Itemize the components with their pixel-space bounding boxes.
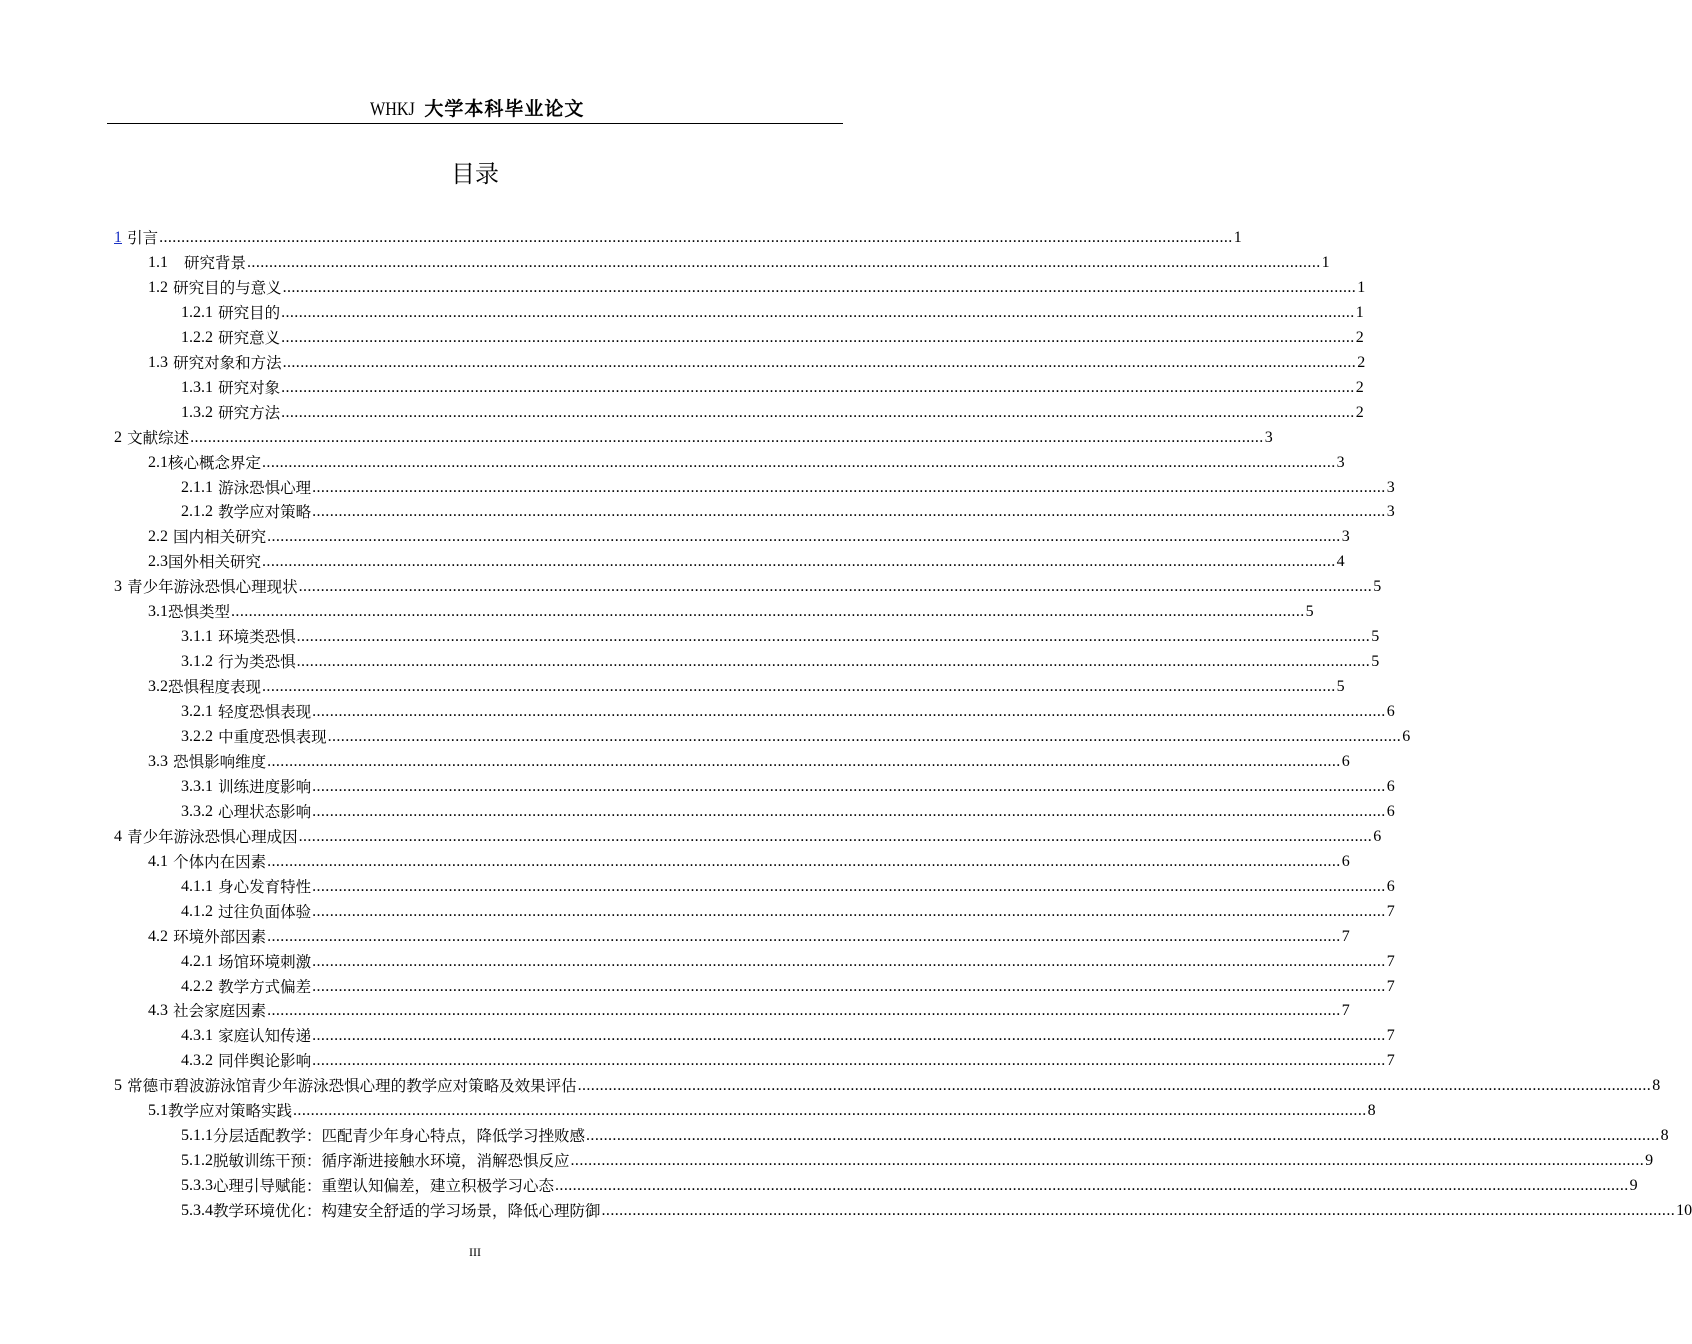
toc-entry[interactable] [114, 1072, 1661, 1097]
toc-entry-number: 3.2.1 [181, 703, 213, 721]
toc-entry-page: 2 [1357, 353, 1366, 371]
toc-entry[interactable] [181, 623, 1380, 648]
toc-dot-leader: .................................................................................................................................................................................................................................................... [267, 528, 1341, 546]
toc-entry-page: 3 [1386, 503, 1395, 521]
toc-entry-page: 5 [1305, 603, 1314, 621]
toc-entry-label: 恐惧影响维度 [173, 752, 267, 771]
toc-entry-number: 2.3 [148, 553, 168, 571]
toc-entry-label: 心理状态影响 [218, 802, 312, 821]
toc-entry-number: 4.1.2 [181, 902, 213, 920]
header-university-code: WHKJ [369, 99, 415, 120]
toc-dot-leader: .................................................................................................................................................................................................................................................... [281, 403, 1355, 421]
toc-dot-leader: .................................................................................................................................................................................................................................................... [298, 578, 1373, 596]
toc-dot-leader: .................................................................................................................................................................................................................................................... [327, 728, 1402, 745]
toc-entry-number: 3.2.2 [181, 728, 213, 745]
toc-entry[interactable] [181, 798, 1395, 823]
toc-entry[interactable] [181, 973, 1395, 998]
header-thesis-title: 大学本科毕业论文 [424, 98, 585, 120]
toc-entry-number: 2.1.1 [181, 478, 213, 496]
toc-entry-label: 行为类恐惧 [218, 653, 296, 672]
toc-entry-number: 4.3 [148, 1002, 168, 1020]
toc-dot-leader: .................................................................................................................................................................................................................................................... [296, 628, 1371, 646]
toc-entry-label: 中重度恐惧表现 [218, 728, 327, 746]
toc-entry-number: 3.2 [148, 678, 168, 696]
toc-entry-label: 研究对象 [218, 378, 281, 397]
toc-entry-number: 4.3.1 [181, 1027, 213, 1045]
toc-dot-leader: .................................................................................................................................................................................................................................................... [281, 328, 1355, 346]
toc-dot-leader: .................................................................................................................................................................................................................................................... [159, 229, 1233, 246]
toc-entry-number: 3.3.1 [181, 777, 213, 795]
toc-entry-number: 3.1 [148, 603, 168, 621]
toc-entry-number: 5.1 [148, 1102, 168, 1120]
toc-dot-leader: .................................................................................................................................................................................................................................................... [312, 1027, 1386, 1045]
toc-entry-separator [168, 252, 184, 274]
toc-entry-number: 5 [114, 1077, 122, 1095]
toc-entry[interactable] [181, 1122, 1669, 1147]
toc-entry-page: 5 [1371, 653, 1380, 671]
toc-entry-label: 国外相关研究 [168, 553, 262, 572]
toc-entry-number: 1.3.2 [181, 403, 213, 421]
toc-entry-page: 6 [1373, 827, 1382, 845]
toc-entry-label: 教学应对策略 [218, 503, 312, 522]
toc-entry-page: 9 [1645, 1152, 1654, 1170]
toc-entry-page: 3 [1264, 428, 1273, 446]
toc-dot-leader: .................................................................................................................................................................................................................................................... [262, 553, 1336, 571]
toc-entry-page: 1 [1355, 303, 1364, 321]
toc-entry-page: 8 [1652, 1077, 1661, 1095]
toc-entry-label: 家庭认知传递 [218, 1027, 312, 1046]
toc-entry-page: 6 [1386, 777, 1395, 795]
toc-entry[interactable] [181, 299, 1364, 324]
toc-entry[interactable] [181, 324, 1364, 349]
toc-entry[interactable] [114, 424, 1273, 449]
toc-entry[interactable] [181, 1172, 1638, 1197]
toc-entry-number: 3.3 [148, 752, 168, 770]
toc-dot-leader: .................................................................................................................................................................................................................................................... [282, 353, 1357, 371]
toc-dot-leader: .................................................................................................................................................................................................................................................... [312, 977, 1386, 995]
toc-entry-page: 2 [1355, 328, 1364, 346]
toc-dot-leader: .................................................................................................................................................................................................................................................... [262, 453, 1336, 471]
toc-entry[interactable] [114, 573, 1382, 598]
toc-entry-number: 2.2 [148, 528, 168, 546]
toc-title: 目录 [451, 160, 499, 188]
toc-dot-leader: .................................................................................................................................................................................................................................................... [296, 653, 1371, 671]
toc-entry-page: 6 [1341, 752, 1350, 770]
toc-entry-page: 1 [1357, 278, 1366, 296]
toc-entry-number: 1.1 [148, 253, 168, 271]
toc-entry-number: 4 [114, 827, 122, 845]
toc-dot-leader: .................................................................................................................................................................................................................................................... [577, 1077, 1652, 1095]
toc-entry[interactable] [114, 224, 1242, 249]
toc-entry-page: 7 [1386, 977, 1395, 995]
toc-entry[interactable] [148, 249, 1330, 274]
toc-entry-page: 3 [1336, 453, 1345, 471]
toc-dot-leader: .................................................................................................................................................................................................................................................... [281, 378, 1355, 396]
toc-entry-label: 心理引导赋能：重塑认知偏差，建立积极学习心态 [213, 1177, 555, 1196]
toc-entry-label: 教学方式偏差 [218, 977, 312, 996]
toc-entry-page: 8 [1367, 1102, 1376, 1120]
toc-entry-page: 5 [1336, 678, 1345, 696]
toc-entry-number: 1.3.1 [181, 378, 213, 396]
toc-entry[interactable] [148, 548, 1345, 573]
toc-entry[interactable] [148, 923, 1350, 948]
toc-entry-number: 2.1.2 [181, 503, 213, 521]
toc-entry[interactable] [181, 948, 1395, 973]
toc-entry-label: 常德市碧波游泳馆青少年游泳恐惧心理的教学应对策略及效果评估 [127, 1077, 577, 1096]
toc-entry-label: 研究方法 [218, 403, 281, 422]
toc-entry-label: 青少年游泳恐惧心理成因 [127, 827, 298, 846]
toc-entry-page: 7 [1341, 1002, 1350, 1020]
toc-dot-leader: .................................................................................................................................................................................................................................................... [570, 1152, 1645, 1170]
toc-entry-number: 1.2.1 [181, 303, 213, 321]
toc-entry-number: 3.1.1 [181, 628, 213, 646]
toc-entry[interactable] [181, 873, 1395, 898]
toc-dot-leader: .................................................................................................................................................................................................................................................... [190, 428, 1264, 446]
toc-dot-leader: .................................................................................................................................................................................................................................................... [231, 603, 1305, 621]
toc-entry-label: 场馆环境刺激 [218, 952, 312, 971]
toc-entry-page: 4 [1336, 553, 1345, 571]
toc-entry-label: 国内相关研究 [173, 528, 267, 547]
toc-entry-label: 训练进度影响 [218, 777, 312, 796]
toc-entry-page: 2 [1355, 378, 1364, 396]
toc-entry-label: 研究目的 [218, 303, 281, 322]
toc-dot-leader: .................................................................................................................................................................................................................................................... [312, 503, 1386, 521]
toc-entry-number: 4.2.2 [181, 977, 213, 995]
toc-entry[interactable] [181, 773, 1395, 798]
toc-entry-page: 2 [1355, 403, 1364, 421]
toc-entry-page: 7 [1386, 1027, 1395, 1045]
toc-entry-page: 5 [1373, 578, 1382, 596]
toc-entry-page: 5 [1371, 628, 1380, 646]
toc-dot-leader: .................................................................................................................................................................................................................................................... [267, 852, 1341, 870]
toc-entry-number: 4.2.1 [181, 952, 213, 970]
toc-entry[interactable] [148, 1097, 1376, 1122]
toc-dot-leader: .................................................................................................................................................................................................................................................... [601, 1202, 1676, 1220]
toc-entry-number: 3.3.2 [181, 802, 213, 820]
toc-entry[interactable] [181, 399, 1364, 424]
toc-entry-label: 身心发育特性 [218, 877, 312, 896]
toc-entry[interactable] [148, 449, 1345, 474]
toc-entry-page: 3 [1386, 478, 1395, 496]
toc-entry-page: 10 [1676, 1202, 1692, 1220]
toc-entry[interactable] [148, 523, 1350, 548]
toc-entry-number: 1.2 [148, 278, 168, 296]
toc-entry-label: 引言 [127, 229, 159, 247]
toc-entry[interactable] [148, 673, 1345, 698]
toc-entry[interactable] [148, 349, 1366, 374]
toc-entry-label: 恐惧类型 [168, 603, 231, 622]
toc-entry-label: 教学环境优化：构建安全舒适的学习场景，降低心理防御 [213, 1202, 601, 1221]
toc-entry-number: 3.1.2 [181, 653, 213, 671]
toc-entry-label: 研究对象和方法 [173, 353, 282, 372]
toc-entry-label: 过往负面体验 [218, 902, 312, 921]
toc-entry-label: 环境类恐惧 [218, 628, 296, 647]
toc-entry-page: 7 [1386, 952, 1395, 970]
toc-entry-label: 环境外部因素 [173, 927, 267, 946]
toc-entry-number: 4.1.1 [181, 877, 213, 895]
toc-entry-number: 1.2.2 [181, 328, 213, 346]
toc-entry-number: 5.3.3 [181, 1177, 213, 1195]
toc-entry-label: 分层适配教学：匹配青少年身心特点，降低学习挫败感 [213, 1127, 586, 1146]
toc-entry-label: 研究目的与意义 [173, 278, 282, 297]
toc-entry-number: 3 [114, 578, 122, 596]
toc-dot-leader: .................................................................................................................................................................................................................................................... [247, 253, 1321, 271]
toc-dot-leader: .................................................................................................................................................................................................................................................... [262, 678, 1336, 696]
toc-entry[interactable] [181, 898, 1395, 923]
toc-entry-page: 6 [1402, 728, 1411, 745]
toc-dot-leader: .................................................................................................................................................................................................................................................... [298, 827, 1373, 845]
toc-entry-page: 7 [1386, 1052, 1395, 1070]
toc-dot-leader: .................................................................................................................................................................................................................................................... [312, 478, 1386, 496]
toc-entry-number[interactable]: 1 [114, 229, 122, 246]
toc-dot-leader: .................................................................................................................................................................................................................................................... [267, 927, 1341, 945]
toc-entry-number: 5.1.1 [181, 1127, 213, 1145]
toc-dot-leader: .................................................................................................................................................................................................................................................... [555, 1177, 1629, 1195]
toc-entry-page: 7 [1341, 927, 1350, 945]
header-divider [107, 123, 843, 124]
toc-entry[interactable] [181, 723, 1411, 748]
footer-page-number: III [469, 1245, 481, 1259]
toc-entry-number: 5.3.4 [181, 1202, 213, 1220]
toc-entry[interactable] [181, 1147, 1654, 1172]
toc-entry[interactable] [181, 1197, 1692, 1222]
toc-dot-leader: .................................................................................................................................................................................................................................................... [586, 1127, 1660, 1145]
toc-entry-number: 4.1 [148, 852, 168, 870]
toc-dot-leader: .................................................................................................................................................................................................................................................... [312, 902, 1386, 920]
toc-entry-label: 同伴舆论影响 [218, 1052, 312, 1071]
toc-entry-page: 7 [1386, 902, 1395, 920]
toc-entry-label: 游泳恐惧心理 [218, 478, 312, 497]
toc-entry-label: 教学应对策略实践 [168, 1102, 293, 1121]
toc-entry[interactable] [114, 823, 1382, 848]
toc-entry[interactable] [148, 598, 1314, 623]
toc-entry[interactable] [181, 474, 1395, 499]
toc-entry[interactable] [148, 748, 1350, 773]
toc-entry-label: 研究意义 [218, 328, 281, 347]
toc-entry[interactable] [148, 848, 1350, 873]
toc-entry-label: 社会家庭因素 [173, 1002, 267, 1021]
toc-entry-page: 3 [1341, 528, 1350, 546]
toc-dot-leader: .................................................................................................................................................................................................................................................... [312, 703, 1386, 721]
toc-entry-page: 8 [1660, 1127, 1669, 1145]
toc-dot-leader: .................................................................................................................................................................................................................................................... [282, 278, 1357, 296]
toc-entry-number: 2 [114, 428, 122, 446]
toc-dot-leader: .................................................................................................................................................................................................................................................... [267, 752, 1341, 770]
toc-entry[interactable] [181, 698, 1395, 723]
toc-entry-label: 文献综述 [127, 428, 190, 447]
toc-entry-label: 核心概念界定 [168, 453, 262, 472]
toc-entry[interactable] [181, 498, 1395, 523]
toc-entry[interactable] [181, 374, 1364, 399]
toc-entry-number: 1.3 [148, 353, 168, 371]
toc-entry-label: 脱敏训练干预：循序渐进接触水环境，消解恐惧反应 [213, 1152, 570, 1171]
toc-entry-page: 1 [1233, 229, 1242, 246]
toc-entry-page: 9 [1629, 1177, 1638, 1195]
toc-entry[interactable] [181, 1022, 1395, 1047]
toc-entry-number: 2.1 [148, 453, 168, 471]
toc-dot-leader: .................................................................................................................................................................................................................................................... [312, 952, 1386, 970]
toc-entry-page: 6 [1341, 852, 1350, 870]
toc-entry-label: 青少年游泳恐惧心理现状 [127, 578, 298, 597]
toc-entry[interactable] [181, 1047, 1395, 1072]
toc-dot-leader: .................................................................................................................................................................................................................................................... [281, 303, 1355, 321]
running-header [107, 96, 843, 122]
toc-entry-label: 轻度恐惧表现 [218, 703, 312, 722]
toc-entry[interactable] [148, 997, 1350, 1022]
toc-entry-page: 6 [1386, 703, 1395, 721]
toc-entry-label: 个体内在因素 [173, 852, 267, 871]
toc-entry-page: 1 [1321, 253, 1330, 271]
toc-dot-leader: .................................................................................................................................................................................................................................................... [312, 802, 1386, 820]
toc-dot-leader: .................................................................................................................................................................................................................................................... [312, 877, 1386, 895]
toc-entry-number: 4.3.2 [181, 1052, 213, 1070]
toc-entry-label: 研究背景 [184, 253, 247, 272]
toc-entry-label: 恐惧程度表现 [168, 678, 262, 697]
toc-dot-leader: .................................................................................................................................................................................................................................................... [312, 1052, 1386, 1070]
toc-entry-page: 6 [1386, 802, 1395, 820]
toc-entry[interactable] [181, 648, 1380, 673]
toc-dot-leader: .................................................................................................................................................................................................................................................... [293, 1102, 1367, 1120]
toc-entry[interactable] [148, 274, 1366, 299]
toc-dot-leader: .................................................................................................................................................................................................................................................... [267, 1002, 1341, 1020]
toc-entry-number: 4.2 [148, 927, 168, 945]
toc-dot-leader: .................................................................................................................................................................................................................................................... [312, 777, 1386, 795]
toc-entry-number: 5.1.2 [181, 1152, 213, 1170]
toc-entry-page: 6 [1386, 877, 1395, 895]
